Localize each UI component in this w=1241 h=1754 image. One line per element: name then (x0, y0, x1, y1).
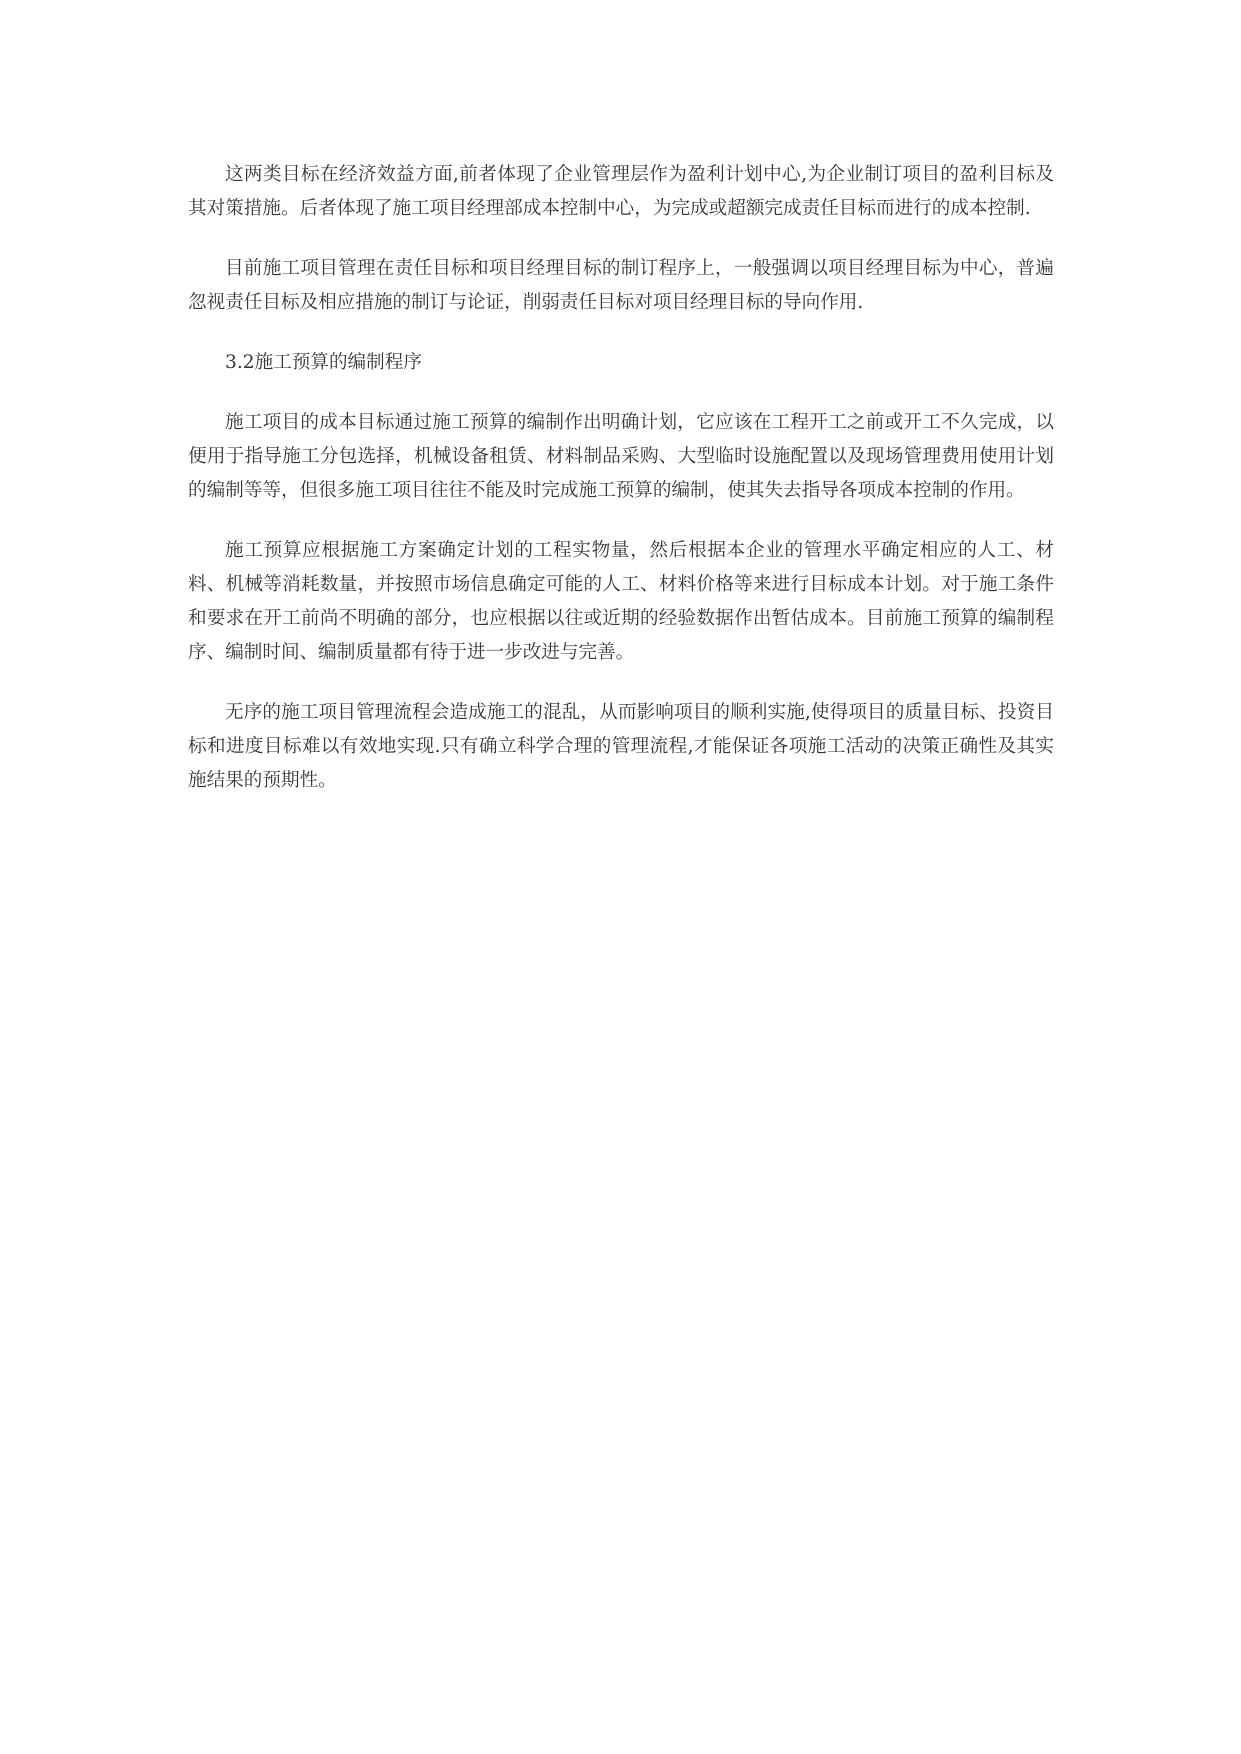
paragraph-target-comparison: 这两类目标在经济效益方面,前者体现了企业管理层作为盈利计划中心,为企业制订项目的盈利目标及其对策措施。后者体现了施工项目经理部成本控制中心，为完成或超额完成责任目标而进行的成本控制. (188, 164, 1054, 219)
section-heading: 3.2施工预算的编制程序 (225, 352, 422, 373)
paragraph-current-practice: 目前施工项目管理在责任目标和项目经理目标的制订程序上，一般强调以项目经理目标为中心，普遍忽视责任目标及相应措施的制订与论证，削弱责任目标对项目经理目标的导向作用. (188, 258, 1054, 313)
paragraph-process-conclusion: 无序的施工项目管理流程会造成施工的混乱，从而影响项目的顺利实施,使得项目的质量目标、投资目标和进度目标难以有效地实现.只有确立科学合理的管理流程,才能保证各项施工活动的决策正确性及其实施结果的预期性。 (188, 702, 1054, 791)
paragraph-budget-planning: 施工项目的成本目标通过施工预算的编制作出明确计划，它应该在工程开工之前或开工不久完成，以便用于指导施工分包选择，机械设备租赁、材料制品采购、大型临时设施配置以及现场管理费用使用计划的编制等等，但很多施工项目往往不能及时完成施工预算的编制，使其失去指导各项成本控制的作用。 (188, 412, 1054, 501)
document-body (188, 158, 1054, 824)
paragraph-budget-basis: 施工预算应根据施工方案确定计划的工程实物量，然后根据本企业的管理水平确定相应的人工、材料、机械等消耗数量，并按照市场信息确定可能的人工、材料价格等来进行目标成本计划。对于施工条件和要求在开工前尚不明确的部分，也应根据以往或近期的经验数据作出暂估成本。目前施工预算的编制程序、编制时间、编制质量都有待于进一步改进与完善。 (188, 540, 1054, 663)
